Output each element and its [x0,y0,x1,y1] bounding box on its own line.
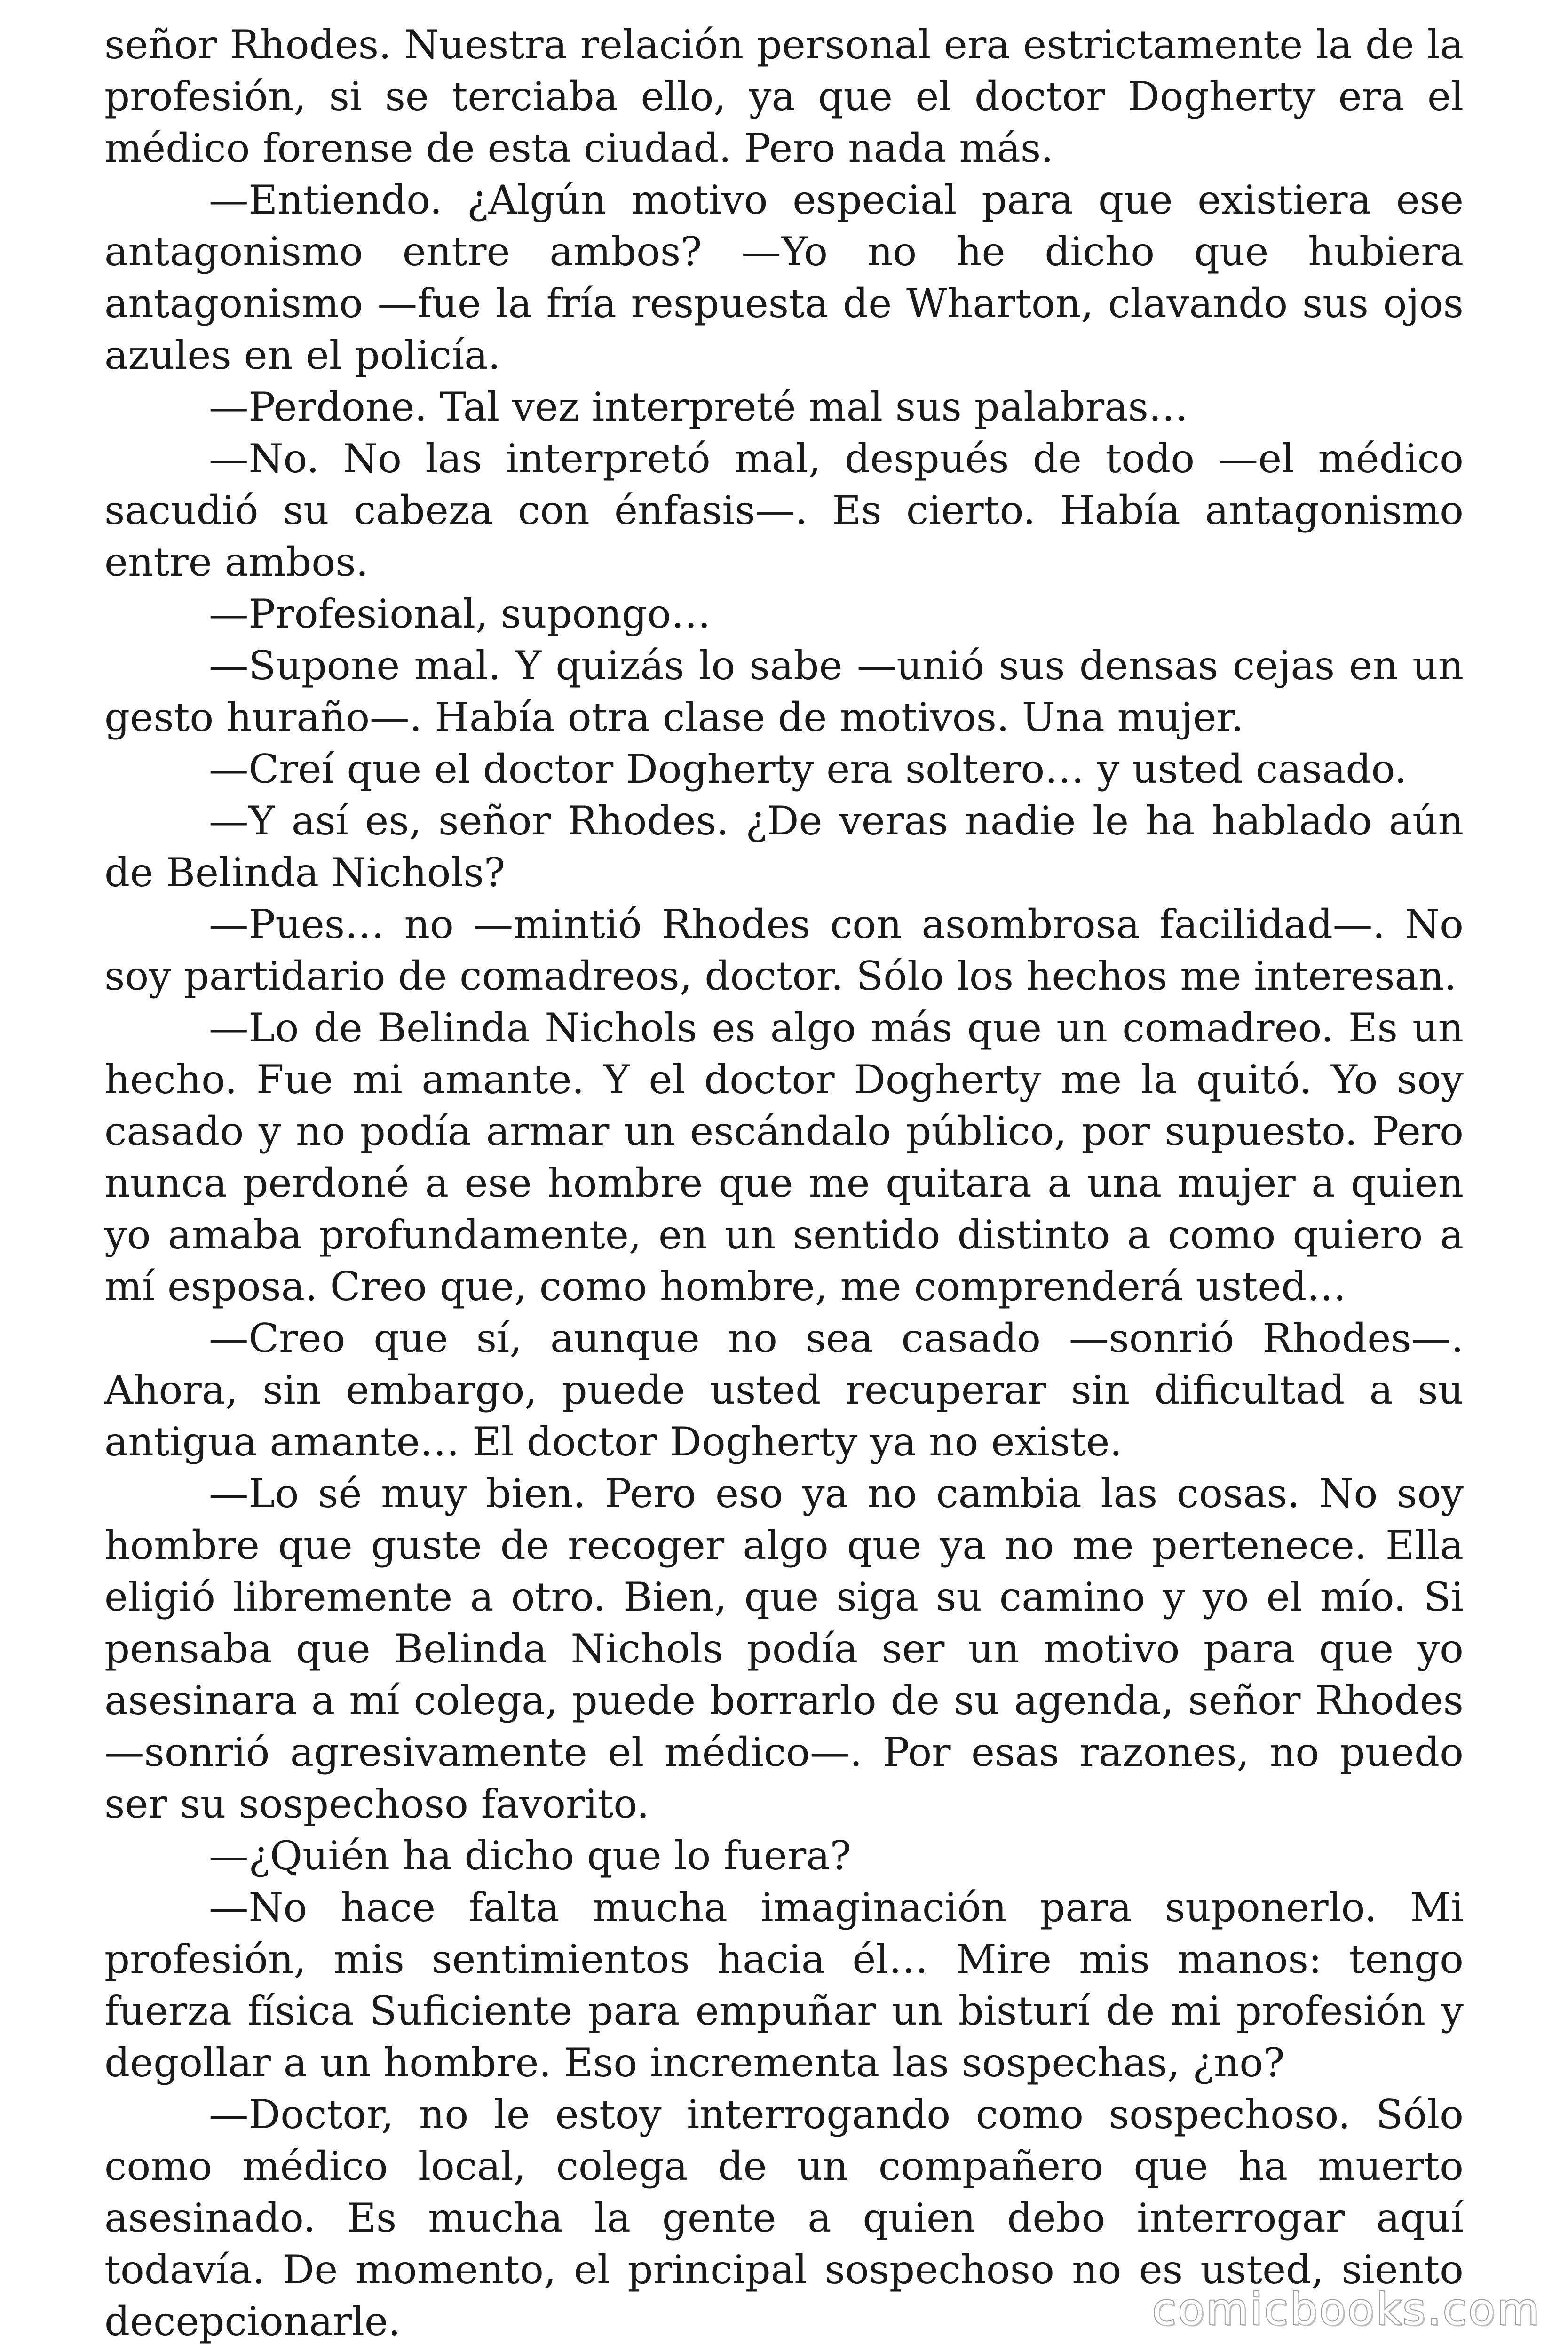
paragraph: —¿Quién ha dicho que lo fuera? [209,1833,851,1879]
paragraph: —Profesional, supongo… [209,591,711,637]
paragraph: —Lo de Belinda Nichols es algo más que un comadreo. Es un hecho. Fue mi amante. Y el doctor Dogherty me la quitó. Yo soy casado y no podía armar un escándalo público, por supuesto. Pero nunca perdoné a ese hombre que me quitara a una mujer a quien yo amaba profundamente, en un sentido distinto a como quiero a mí esposa. Creo que, como hombre, me comprenderá usted… [104,1005,1464,1310]
paragraph: —Creí que el doctor Dogherty era soltero… y usted casado. [209,746,1407,792]
paragraph: —Supone mal. Y quizás lo sabe —unió sus densas cejas en un gesto huraño—. Había otra clase de motivos. Una mujer. [104,643,1464,740]
paragraph: —No hace falta mucha imaginación para suponerlo. Mi profesión, mis sentimientos hacia él… Mire mis manos: tengo fuerza física Suficiente para empuñar un bisturí de mi profesión y degollar a un hombre. Eso incrementa las sospechas, ¿no? [104,1884,1464,2086]
book-page-text [104,19,1464,2347]
watermark-text: comicbooks.com [1152,2284,1541,2335]
paragraph: señor Rhodes. Nuestra relación personal era estrictamente la de la profesión, si se terciaba ello, ya que el doctor Dogherty era el médico forense de esta ciudad. Pero nada más. [104,22,1464,171]
paragraph: —Creo que sí, aunque no sea casado —sonrió Rhodes—. Ahora, sin embargo, puede usted recuperar sin dificultad a su antigua amante… El doctor Dogherty ya no existe. [104,1315,1464,1465]
paragraph: —Lo sé muy bien. Pero eso ya no cambia las cosas. No soy hombre que guste de recoger algo que ya no me pertenece. Ella eligió libremente a otro. Bien, que siga su camino y yo el mío. Si pensaba que Belinda Nichols podía ser un motivo para que yo asesinara a mí colega, puede borrarlo de su agenda, señor Rhodes —sonrió agresivamente el médico—. Por esas razones, no puedo ser su sospechoso favorito. [104,1470,1464,1827]
paragraph: —Y así es, señor Rhodes. ¿De veras nadie le ha hablado aún de Belinda Nichols? [104,798,1464,896]
paragraph: —No. No las interpretó mal, después de todo —el médico sacudió su cabeza con énfasis—. Es cierto. Había antagonismo entre ambos. [104,436,1464,585]
paragraph: —Perdone. Tal vez interpreté mal sus palabras… [209,384,1188,430]
paragraph: —Pues… no —mintió Rhodes con asombrosa facilidad—. No soy partidario de comadreos, doctor. Sólo los hechos me interesan. [104,901,1464,999]
paragraph: —Entiendo. ¿Algún motivo especial para que existiera ese antagonismo entre ambos? —Yo no he dicho que hubiera antagonismo —fue la fría respuesta de Wharton, clavando sus ojos azules en el policía. [104,177,1464,378]
paragraph: —Doctor, no le estoy interrogando como sospechoso. Sólo como médico local, colega de un compañero que ha muerto asesinado. Es mucha la gente a quien debo interrogar aquí todavía. De momento, el principal sospechoso no es usted, siento decepcionarle. [104,2091,1464,2344]
